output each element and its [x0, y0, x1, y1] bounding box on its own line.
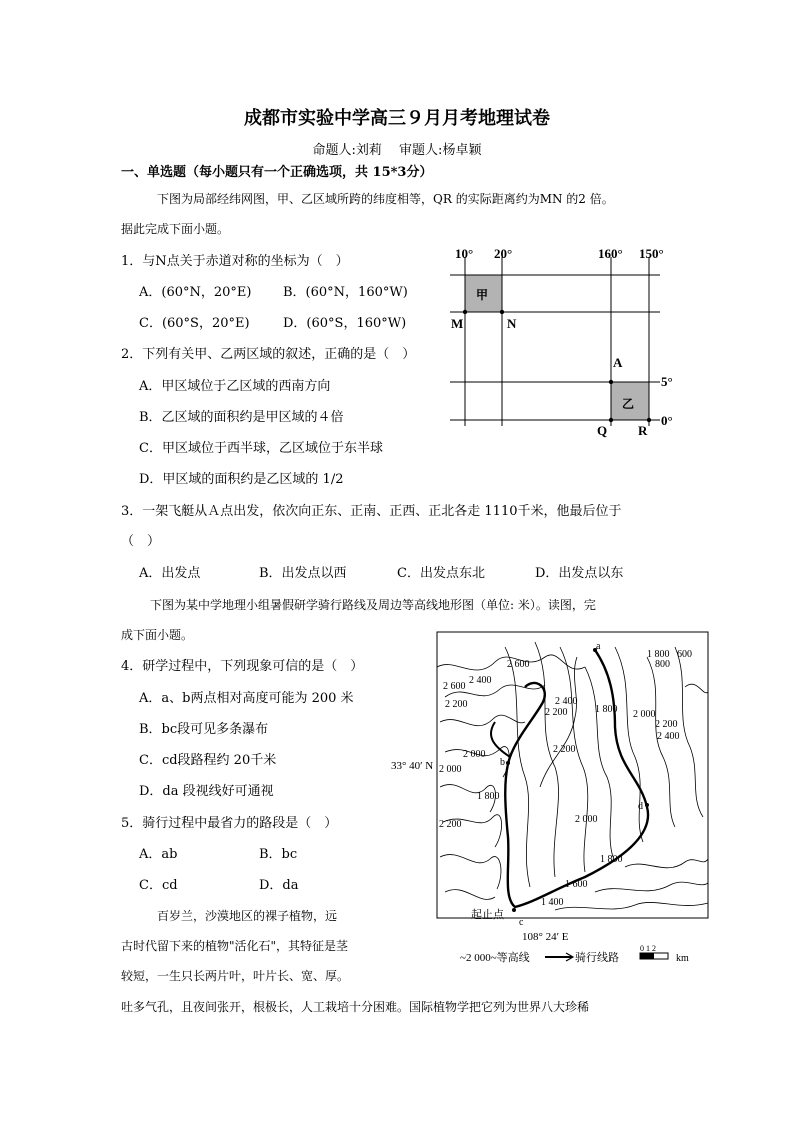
point-a — [609, 380, 613, 384]
contour-1800-label: 1 800 — [600, 854, 623, 865]
q5-option-d: D．da — [259, 878, 299, 893]
intro-3a: 百岁兰，沙漠地区的裸子植物，远 — [157, 909, 338, 923]
q4-option-b: B．bc段可见多条瀑布 — [139, 722, 269, 737]
q3-option-c: C．出发点东北 — [397, 566, 485, 581]
legend-route: 骑行线路 — [575, 952, 619, 964]
contour-1400-label: 1 400 — [541, 897, 564, 908]
lon-20-label: 20° — [494, 246, 513, 261]
q5-option-c: C．cd — [139, 878, 178, 893]
contour-2200-label: 2 200 — [545, 707, 568, 718]
lon-10-label: 10° — [455, 246, 474, 261]
contour-600-label: 600 — [677, 649, 692, 660]
q4-stem: 4．研学过程中，下列现象可信的是（ ） — [121, 659, 364, 674]
q2-option-a: A．甲区域位于乙区域的西南方向 — [139, 379, 331, 394]
graticule-map — [445, 243, 685, 443]
intro-3c: 较短，一生只长两片叶，叶片长、宽、厚。 — [121, 969, 350, 983]
contour-2200-label: 2 200 — [553, 744, 576, 755]
q-label: Q — [597, 423, 608, 438]
scale-numbers: 0 1 2 — [640, 944, 656, 953]
contour-2400-label-right: 2 400 — [657, 731, 680, 742]
yi-label: 乙 — [622, 397, 635, 411]
q3-stem: 3．一架飞艇从Ａ点出发，依次向正东、正南、正西、正北各走 1110千米，他最后位于 — [121, 504, 622, 519]
start-label: 起止点 — [471, 909, 504, 921]
point-n — [500, 310, 504, 314]
q4-option-a: A．a、b两点相对高度可能为 200 米 — [139, 691, 354, 706]
intro-2a: 下图为某中学地理小组暑假研学骑行路线及周边等高线地形图（单位: 米）。读图，完 — [150, 598, 596, 612]
q1-option-c: C．(60°S，20°E) — [139, 316, 250, 331]
contour-2400-label: 2 400 — [469, 675, 492, 686]
q5-option-b: B．bc — [259, 847, 298, 862]
q2-option-b: B．乙区域的面积约是甲区域的４倍 — [139, 410, 344, 425]
r-label: R — [638, 423, 648, 438]
legend-contour: ~2 000~等高线 — [460, 952, 530, 964]
contour-2400-label: 2 400 — [555, 696, 578, 707]
intro-2b: 成下面小题。 — [121, 628, 194, 642]
label-d: d — [638, 801, 643, 812]
contour-2600-label: 2 600 — [507, 659, 530, 670]
contour-1800-label: 1 800 — [647, 649, 670, 660]
q4-option-d: D．da 段视线好可通视 — [139, 784, 274, 799]
scale-bar-fill — [640, 953, 654, 959]
q3-option-b: B．出发点以西 — [259, 566, 347, 581]
contour-800-label: 800 — [655, 659, 670, 670]
q1-option-d: D．(60°S，160°W) — [283, 316, 407, 331]
q2-option-c: C．甲区域位于西半球，乙区域位于东半球 — [139, 441, 383, 456]
section-heading: 一、单选题（每小题只有一个正确选项，共 15*3分） — [121, 165, 433, 180]
contour-1600-label: 1 600 — [565, 879, 588, 890]
contour-2000-label-right: 2 000 — [633, 709, 656, 720]
contour-2000-label: 2 000 — [463, 749, 486, 760]
contour-2000-label: 2 000 — [439, 764, 462, 775]
q1-option-b: B．(60°N，160°W) — [283, 285, 408, 300]
contour-1800-label: 1 800 — [477, 791, 500, 802]
contour-1800-label: 1 800 — [595, 704, 618, 715]
intro-3b: 古时代留下来的植物"活化石"，其特征是茎 — [121, 939, 349, 953]
label-c: c — [519, 917, 524, 928]
q5-option-a: A．ab — [139, 847, 178, 862]
point-c-marker — [512, 908, 516, 912]
q2-stem: 2．下列有关甲、乙两区域的叙述，正确的是（ ） — [121, 347, 416, 362]
lon-150-label: 150° — [639, 246, 664, 261]
point-m — [463, 310, 467, 314]
lon-160-label: 160° — [598, 246, 623, 261]
n-label: N — [507, 316, 517, 331]
intro-1a: 下图为局部经纬网图，甲、乙区域所跨的纬度相等，QR 的实际距离约为MN 的2 倍。 — [157, 192, 614, 206]
q4-option-c: C．cd段路程约 20千米 — [139, 753, 277, 768]
m-label: M — [451, 316, 464, 331]
lat-0-label: 0° — [661, 413, 673, 428]
q3-option-a: A．出发点 — [139, 566, 201, 581]
contour-2200-label: 2 200 — [439, 819, 462, 830]
point-r — [647, 418, 651, 422]
label-b: b — [500, 757, 505, 768]
a-label: A — [613, 355, 623, 370]
lat-5-label: 5° — [661, 374, 673, 389]
scale-unit: km — [676, 953, 689, 964]
point-b-marker — [506, 761, 510, 765]
q3-paren: （ ） — [121, 534, 161, 549]
point-d-marker — [645, 803, 649, 807]
intro-1b: 据此完成下面小题。 — [121, 222, 230, 236]
jia-label: 甲 — [476, 288, 489, 302]
q2-option-d: D．甲区域的面积约是乙区域的 1/2 — [139, 472, 344, 487]
contour-2200-label: 2 200 — [445, 699, 468, 710]
contour-map — [385, 627, 720, 972]
contour-2600-label: 2 600 — [443, 681, 466, 692]
q3-option-d: D．出发点以东 — [535, 566, 624, 581]
longitude-label: 108° 24′ E — [522, 931, 569, 943]
q5-stem: 5．骑行过程中最省力的路段是（ ） — [121, 816, 338, 831]
contour-2000-label: 2 000 — [575, 814, 598, 825]
authors: 命题人:刘莉 审题人:杨卓颖 — [312, 143, 482, 158]
intro-3d: 吐多气孔，且夜间张开，根极长，人工栽培十分困难。国际植物学把它列为世界八大珍稀 — [121, 1000, 590, 1014]
contour-2200-label-right: 2 200 — [655, 719, 678, 730]
label-a: a — [596, 641, 601, 652]
point-q — [609, 418, 613, 422]
page-title: 成都市实验中学高三９月月考地理试卷 — [244, 108, 550, 129]
latitude-label: 33° 40′ N — [391, 760, 434, 772]
q1-option-a: A．(60°N，20°E) — [139, 285, 252, 300]
q1-stem: 1．与N点关于赤道对称的坐标为（ ） — [121, 254, 349, 269]
